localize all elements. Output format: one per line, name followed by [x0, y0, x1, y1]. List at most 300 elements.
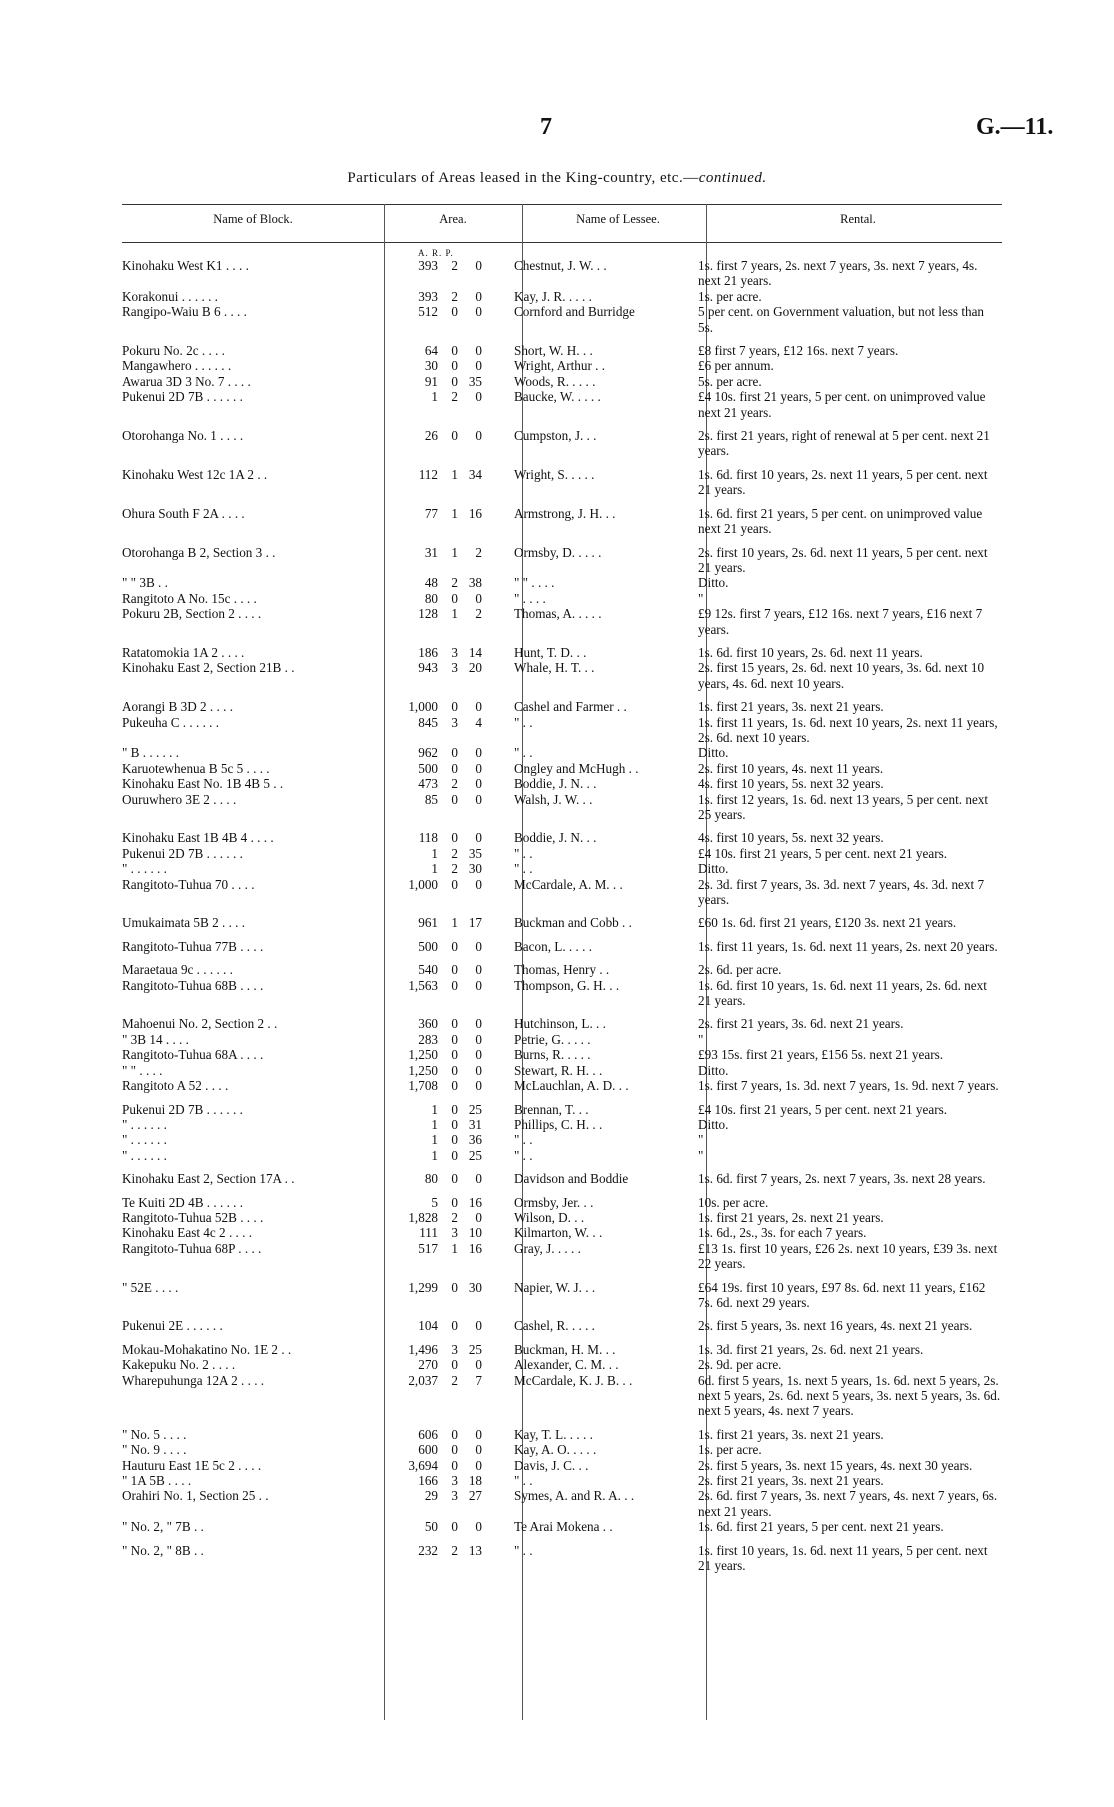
rental-terms: 1s. per acre.	[698, 1442, 762, 1458]
area-roods: 0	[451, 699, 458, 715]
table-row	[122, 1047, 1002, 1062]
block-name: Wharepuhunga 12A 2 . . . .	[122, 1372, 265, 1388]
block-name: Pukeuha C . . . . . .	[122, 714, 220, 730]
area-acres: 30	[424, 358, 438, 374]
block-name: " 1A 5B . . . .	[122, 1473, 192, 1489]
area-perches: 0	[475, 699, 482, 715]
area-perches: 0	[475, 389, 482, 405]
block-name: " 52E . . . .	[122, 1279, 179, 1295]
table-row	[122, 1187, 1002, 1210]
rental-terms: 2s. 6d. first 7 years, 3s. next 7 years, 4s. next 7 years, 6s. next 21 years.	[698, 1488, 998, 1519]
area-cell	[384, 776, 514, 791]
area-cell	[384, 498, 514, 537]
area-perches: 30	[468, 861, 482, 877]
area-perches: 25	[468, 1147, 482, 1163]
table-row	[122, 846, 1002, 861]
area-acres: 540	[418, 962, 438, 978]
area-perches: 13	[468, 1542, 482, 1558]
area-cell	[384, 1148, 514, 1163]
area-perches: 0	[475, 1078, 482, 1094]
area-acres: 232	[418, 1542, 438, 1558]
area-cell	[384, 537, 514, 576]
area-roods: 3	[451, 714, 458, 730]
lessee-name: McCardale, K. J. B. . .	[514, 1372, 633, 1388]
area-cell	[384, 289, 514, 304]
area-cell	[384, 877, 514, 908]
lessee-name: " . .	[514, 745, 533, 761]
area-roods: 2	[451, 1542, 458, 1558]
area-cell	[384, 978, 514, 1009]
block-name: Awarua 3D 3 No. 7 . . . .	[122, 373, 251, 389]
area-acres: 517	[418, 1240, 438, 1256]
area-roods: 0	[451, 1147, 458, 1163]
area-acres: 128	[418, 606, 438, 622]
block-name: Orahiri No. 1, Section 25 . .	[122, 1488, 269, 1504]
block-name: " B . . . . . .	[122, 745, 180, 761]
rental-terms: 2s. 9d. per acre.	[698, 1357, 782, 1373]
area-cell	[384, 606, 514, 637]
area-roods: 0	[451, 428, 458, 444]
rental-terms: 1s. first 12 years, 1s. 6d. next 13 years, 5 per cent. next 25 years.	[698, 791, 989, 822]
lessee-name: Whale, H. T. . .	[514, 660, 595, 676]
area-acres: 1,000	[408, 699, 438, 715]
area-roods: 0	[451, 791, 458, 807]
table-row	[122, 1094, 1002, 1117]
area-cell	[384, 1063, 514, 1078]
table-row	[122, 691, 1002, 714]
area-perches: 0	[475, 745, 482, 761]
area-cell	[384, 389, 514, 420]
lessee-name: Baucke, W. . . . .	[514, 389, 601, 405]
area-perches: 7	[475, 1372, 482, 1388]
area-roods: 2	[451, 389, 458, 405]
area-acres: 962	[418, 745, 438, 761]
rental-terms: 1s. first 21 years, 2s. next 21 years.	[698, 1209, 884, 1225]
lessee-name: " . .	[514, 845, 533, 861]
rental-terms: 2s. first 5 years, 3s. next 16 years, 4s. next 21 years.	[698, 1318, 973, 1334]
block-name: Mahoenui No. 2, Section 2 . .	[122, 1016, 278, 1032]
area-acres: 943	[418, 660, 438, 676]
block-name: " . . . . . .	[122, 1132, 167, 1148]
area-perches: 0	[475, 938, 482, 954]
table-row	[122, 1310, 1002, 1333]
table-row	[122, 1008, 1002, 1031]
area-perches: 0	[475, 258, 482, 273]
table-row	[122, 745, 1002, 760]
area-perches: 16	[468, 1240, 482, 1256]
area-roods: 0	[451, 830, 458, 846]
area-roods: 3	[451, 1225, 458, 1241]
area-roods: 0	[451, 977, 458, 993]
area-cell	[384, 637, 514, 660]
lessee-name: Ongley and McHugh . .	[514, 760, 639, 776]
area-acres: 606	[418, 1426, 438, 1442]
area-roods: 0	[451, 1519, 458, 1535]
block-name: " . . . . . .	[122, 1116, 167, 1132]
lessee-name: Gray, J. . . . .	[514, 1240, 581, 1256]
rental-terms: £8 first 7 years, £12 16s. next 7 years.	[698, 343, 899, 359]
area-acres: 961	[418, 915, 438, 931]
table-title-text: Particulars of Areas leased in the King-country, etc.—	[347, 170, 699, 186]
block-name: Mokau-Mohakatino No. 1E 2 . .	[122, 1341, 292, 1357]
table-row	[122, 1535, 1002, 1574]
area-roods: 3	[451, 660, 458, 676]
rental-terms: 1s. 3d. first 21 years, 2s. 6d. next 21 years.	[698, 1341, 924, 1357]
area-acres: 85	[424, 791, 438, 807]
area-roods: 1	[451, 544, 458, 560]
table-row	[122, 1334, 1002, 1357]
table-row	[122, 1473, 1002, 1488]
lessee-name: " . .	[514, 1473, 533, 1489]
area-roods: 0	[451, 358, 458, 374]
area-acres: 5	[431, 1194, 438, 1210]
area-perches: 16	[468, 505, 482, 521]
table-row	[122, 537, 1002, 576]
area-perches: 14	[468, 644, 482, 660]
area-acres: 270	[418, 1357, 438, 1373]
table-row	[122, 459, 1002, 498]
block-name: Otorohanga No. 1 . . . .	[122, 428, 244, 444]
area-perches: 0	[475, 428, 482, 444]
area-cell	[384, 1094, 514, 1117]
lessee-name: Thompson, G. H. . .	[514, 977, 620, 993]
block-name: " . . . . . .	[122, 1147, 167, 1163]
area-perches: 0	[475, 977, 482, 993]
rental-terms: 2s. first 21 years, 3s. next 21 years.	[698, 1473, 884, 1489]
rental-terms: 1s. first 7 years, 2s. next 7 years, 3s. next 7 years, 4s. next 21 years.	[698, 258, 978, 289]
table-row	[122, 978, 1002, 1009]
table-row	[122, 1442, 1002, 1457]
area-perches: 0	[475, 288, 482, 304]
table-row	[122, 289, 1002, 304]
area-acres: 1,828	[408, 1209, 438, 1225]
area-cell	[384, 1488, 514, 1519]
lessee-name: Burns, R. . . . .	[514, 1047, 591, 1063]
block-name: Rangitoto-Tuhua 52B . . . .	[122, 1209, 264, 1225]
table-row	[122, 304, 1002, 335]
area-acres: 31	[424, 544, 438, 560]
block-name: Umukaimata 5B 2 . . . .	[122, 915, 246, 931]
table-row	[122, 1419, 1002, 1442]
rental-terms: 1s. 6d. first 21 years, 5 per cent. next 21 years.	[698, 1519, 944, 1535]
area-perches: 0	[475, 776, 482, 792]
area-cell	[384, 954, 514, 977]
area-cell	[384, 660, 514, 691]
lessee-name: Alexander, C. M. . .	[514, 1357, 619, 1373]
rental-terms: 2s. first 21 years, 3s. 6d. next 21 years.	[698, 1016, 904, 1032]
area-perches: 0	[475, 1426, 482, 1442]
table-row	[122, 374, 1002, 389]
block-name: Kinohaku East 4c 2 . . . .	[122, 1225, 253, 1241]
table-row	[122, 498, 1002, 537]
lessee-name: Chestnut, J. W. . .	[514, 258, 607, 273]
block-name: Pukenui 2D 7B . . . . . .	[122, 845, 243, 861]
header-lessee: Name of Lessee.	[576, 212, 660, 226]
area-cell	[384, 420, 514, 459]
table-row	[122, 761, 1002, 776]
lessee-name: Thomas, Henry . .	[514, 962, 610, 978]
header-bottom-rule	[122, 242, 1002, 243]
area-cell	[384, 1272, 514, 1311]
area-acres: 845	[418, 714, 438, 730]
area-acres: 512	[418, 304, 438, 320]
area-roods: 0	[451, 1047, 458, 1063]
area-roods: 0	[451, 1279, 458, 1295]
table-row	[122, 1210, 1002, 1225]
area-roods: 0	[451, 1171, 458, 1187]
table-row	[122, 1148, 1002, 1163]
rental-terms: 1s. first 11 years, 1s. 6d. next 11 years, 2s. next 20 years.	[698, 938, 998, 954]
page-number: 7	[540, 114, 552, 140]
area-perches: 0	[475, 1209, 482, 1225]
area-cell	[384, 1132, 514, 1147]
block-name: Pukenui 2D 7B . . . . . .	[122, 1101, 243, 1117]
block-name: " No. 5 . . . .	[122, 1426, 187, 1442]
block-name: Ratatomokia 1A 2 . . . .	[122, 644, 245, 660]
lessee-name: Thomas, A. . . . .	[514, 606, 602, 622]
area-roods: 3	[451, 1488, 458, 1504]
area-acres: 1,299	[408, 1279, 438, 1295]
area-roods: 0	[451, 1194, 458, 1210]
area-acres: 112	[418, 466, 438, 482]
block-name: Rangitoto-Tuhua 68A . . . .	[122, 1047, 264, 1063]
table-row	[122, 1241, 1002, 1272]
area-perches: 0	[475, 304, 482, 320]
area-cell	[384, 1442, 514, 1457]
area-roods: 2	[451, 845, 458, 861]
table-row	[122, 954, 1002, 977]
block-name: Kakepuku No. 2 . . . .	[122, 1357, 236, 1373]
block-name: Kinohaku East 2, Section 21B . .	[122, 660, 295, 676]
area-cell	[384, 1008, 514, 1031]
area-perches: 20	[468, 660, 482, 676]
area-cell	[384, 1458, 514, 1473]
rental-terms: £60 1s. 6d. first 21 years, £120 3s. next 21 years.	[698, 915, 957, 931]
area-roods: 2	[451, 776, 458, 792]
lessee-name: " " . . . .	[514, 575, 555, 591]
area-cell	[384, 1519, 514, 1534]
block-name: Rangitoto A 52 . . . .	[122, 1078, 229, 1094]
area-acres: 118	[418, 830, 438, 846]
table-row	[122, 258, 1002, 289]
area-acres: 393	[418, 288, 438, 304]
area-acres: 1	[431, 1101, 438, 1117]
lessee-name: Kay, A. O. . . . .	[514, 1442, 597, 1458]
rental-terms: 2s. 3d. first 7 years, 3s. 3d. next 7 years, 4s. 3d. next 7 years.	[698, 876, 985, 908]
area-acres: 1	[431, 1132, 438, 1148]
area-roods: 0	[451, 1062, 458, 1078]
table-row	[122, 1063, 1002, 1078]
area-roods: 1	[451, 466, 458, 482]
rental-terms: 1s. first 11 years, 1s. 6d. next 10 years, 2s. next 11 years, 2s. 6d. next 10 years.	[698, 714, 998, 745]
block-name: " " 3B . .	[122, 575, 168, 591]
area-cell	[384, 792, 514, 823]
rental-terms: 1s. 6d., 2s., 3s. for each 7 years.	[698, 1225, 867, 1241]
rental-terms: Ditto.	[698, 1116, 729, 1132]
area-acres: 1,496	[408, 1341, 438, 1357]
table-row	[122, 389, 1002, 420]
area-perches: 0	[475, 1442, 482, 1458]
area-cell	[384, 258, 514, 289]
area-roods: 2	[451, 288, 458, 304]
rental-terms: 2s. 6d. per acre.	[698, 962, 782, 978]
rental-terms: 5s. per acre.	[698, 373, 762, 389]
area-cell	[384, 1373, 514, 1419]
area-perches: 0	[475, 760, 482, 776]
table-row	[122, 1132, 1002, 1147]
area-roods: 2	[451, 1209, 458, 1225]
area-cell	[384, 691, 514, 714]
area-cell	[384, 1473, 514, 1488]
lessee-name: Hutchinson, L. . .	[514, 1016, 606, 1032]
area-perches: 0	[475, 876, 482, 892]
header-area: Area.	[439, 212, 467, 226]
area-perches: 0	[475, 962, 482, 978]
area-cell	[384, 335, 514, 358]
area-perches: 25	[468, 1341, 482, 1357]
block-name: Pukenui 2E . . . . . .	[122, 1318, 223, 1334]
block-name: Rangitoto-Tuhua 70 . . . .	[122, 876, 255, 892]
lessee-name: Napier, W. J. . .	[514, 1279, 596, 1295]
block-name: Otorohanga B 2, Section 3 . .	[122, 544, 276, 560]
area-perches: 35	[468, 845, 482, 861]
rental-terms: 4s. first 10 years, 5s. next 32 years.	[698, 776, 884, 792]
area-acres: 3,694	[408, 1457, 438, 1473]
area-perches: 0	[475, 358, 482, 374]
lessee-name: Bacon, L. . . . .	[514, 938, 593, 954]
area-roods: 2	[451, 575, 458, 591]
lessee-name: Davis, J. C. . .	[514, 1457, 589, 1473]
rental-terms: 5 per cent. on Government valuation, but not less than 5s.	[698, 304, 985, 335]
block-name: Karuotewhenua B 5c 5 . . . .	[122, 760, 270, 776]
table-row	[122, 877, 1002, 908]
area-cell	[384, 304, 514, 335]
block-name: Pukenui 2D 7B . . . . . .	[122, 389, 243, 405]
area-roods: 0	[451, 590, 458, 606]
lessee-name: Brennan, T. . .	[514, 1101, 589, 1117]
rental-terms: 2s. first 21 years, right of renewal at 5 per cent. next 21 years.	[698, 428, 990, 459]
rental-terms: £64 19s. first 10 years, £97 8s. 6d. next 11 years, £162 7s. 6d. next 29 years.	[698, 1279, 986, 1310]
area-cell	[384, 1334, 514, 1357]
area-perches: 0	[475, 1047, 482, 1063]
area-roods: 1	[451, 1240, 458, 1256]
lessee-name: Buckman, H. M. . .	[514, 1341, 616, 1357]
area-cell	[384, 907, 514, 930]
table-row	[122, 358, 1002, 373]
lease-table	[122, 258, 1002, 1573]
rental-terms: 2s. first 10 years, 2s. 6d. next 11 years, 5 per cent. next 21 years.	[698, 544, 988, 575]
area-acres: 50	[424, 1519, 438, 1535]
block-name: Rangipo-Waiu B 6 . . . .	[122, 304, 247, 320]
lessee-name: " . .	[514, 861, 533, 877]
table-row	[122, 822, 1002, 845]
rental-terms: 1s. first 21 years, 3s. next 21 years.	[698, 1426, 884, 1442]
rental-terms: 1s. 6d. first 7 years, 2s. next 7 years, 3s. next 28 years.	[698, 1171, 986, 1187]
area-acres: 1	[431, 845, 438, 861]
block-name: Kinohaku East 1B 4B 4 . . . .	[122, 830, 274, 846]
area-cell	[384, 822, 514, 845]
table-row	[122, 931, 1002, 954]
area-cell	[384, 459, 514, 498]
area-perches: 10	[468, 1225, 482, 1241]
area-roods: 1	[451, 915, 458, 931]
lessee-name: Wright, S. . . . .	[514, 466, 595, 482]
table-row	[122, 591, 1002, 606]
area-acres: 283	[418, 1031, 438, 1047]
area-acres: 1	[431, 1116, 438, 1132]
area-acres: 29	[424, 1488, 438, 1504]
area-cell	[384, 1535, 514, 1574]
area-cell	[384, 1357, 514, 1372]
lessee-name: " . .	[514, 1147, 533, 1163]
area-perches: 25	[468, 1101, 482, 1117]
area-acres: 500	[418, 760, 438, 776]
block-name: " No. 2, " 7B . .	[122, 1519, 204, 1535]
area-roods: 0	[451, 1116, 458, 1132]
table-row	[122, 715, 1002, 746]
area-acres: 500	[418, 938, 438, 954]
area-acres: 473	[418, 776, 438, 792]
rental-terms: £9 12s. first 7 years, £12 16s. next 7 years, £16 next 7 years.	[698, 606, 983, 637]
area-acres: 1,563	[408, 977, 438, 993]
lessee-name: " . .	[514, 1542, 533, 1558]
rental-terms: "	[698, 1031, 704, 1047]
area-cell	[384, 591, 514, 606]
area-roods: 2	[451, 258, 458, 273]
table-row	[122, 1488, 1002, 1519]
area-roods: 2	[451, 1372, 458, 1388]
area-cell	[384, 1419, 514, 1442]
area-roods: 0	[451, 1101, 458, 1117]
area-roods: 0	[451, 1132, 458, 1148]
area-acres: 1,250	[408, 1047, 438, 1063]
area-cell	[384, 745, 514, 760]
area-roods: 0	[451, 1442, 458, 1458]
table-row	[122, 776, 1002, 791]
rental-terms: 4s. first 10 years, 5s. next 32 years.	[698, 830, 884, 846]
rental-terms: Ditto.	[698, 575, 729, 591]
area-roods: 0	[451, 304, 458, 320]
rental-terms: "	[698, 1147, 704, 1163]
block-name: Rangitoto-Tuhua 77B . . . .	[122, 938, 264, 954]
area-cell	[384, 1210, 514, 1225]
area-roods: 1	[451, 505, 458, 521]
area-perches: 0	[475, 1062, 482, 1078]
lessee-name: McLauchlan, A. D. . .	[514, 1078, 629, 1094]
area-cell	[384, 358, 514, 373]
lessee-name: Davidson and Boddie	[514, 1171, 629, 1187]
rental-terms: 1s. 6d. first 10 years, 2s. 6d. next 11 years.	[698, 644, 923, 660]
lessee-name: Wright, Arthur . .	[514, 358, 606, 374]
lessee-name: Ormsby, D. . . . .	[514, 544, 602, 560]
block-name: Pokuru 2B, Section 2 . . . .	[122, 606, 262, 622]
header-block: Name of Block.	[213, 212, 293, 226]
lessee-name: McCardale, A. M. . .	[514, 876, 623, 892]
table-row	[122, 1163, 1002, 1186]
area-cell	[384, 1187, 514, 1210]
lessee-name: Cumpston, J. . .	[514, 428, 597, 444]
lessee-name: Cornford and Burridge	[514, 304, 635, 320]
table-row	[122, 1357, 1002, 1372]
area-cell	[384, 575, 514, 590]
block-name: Ohura South F 2A . . . .	[122, 505, 245, 521]
area-acres: 2,037	[408, 1372, 438, 1388]
lessee-name: Woods, R. . . . .	[514, 373, 596, 389]
rental-terms: £4 10s. first 21 years, 5 per cent. next 21 years.	[698, 1101, 948, 1117]
area-perches: 2	[475, 606, 482, 622]
area-perches: 18	[468, 1473, 482, 1489]
table-row	[122, 1373, 1002, 1419]
